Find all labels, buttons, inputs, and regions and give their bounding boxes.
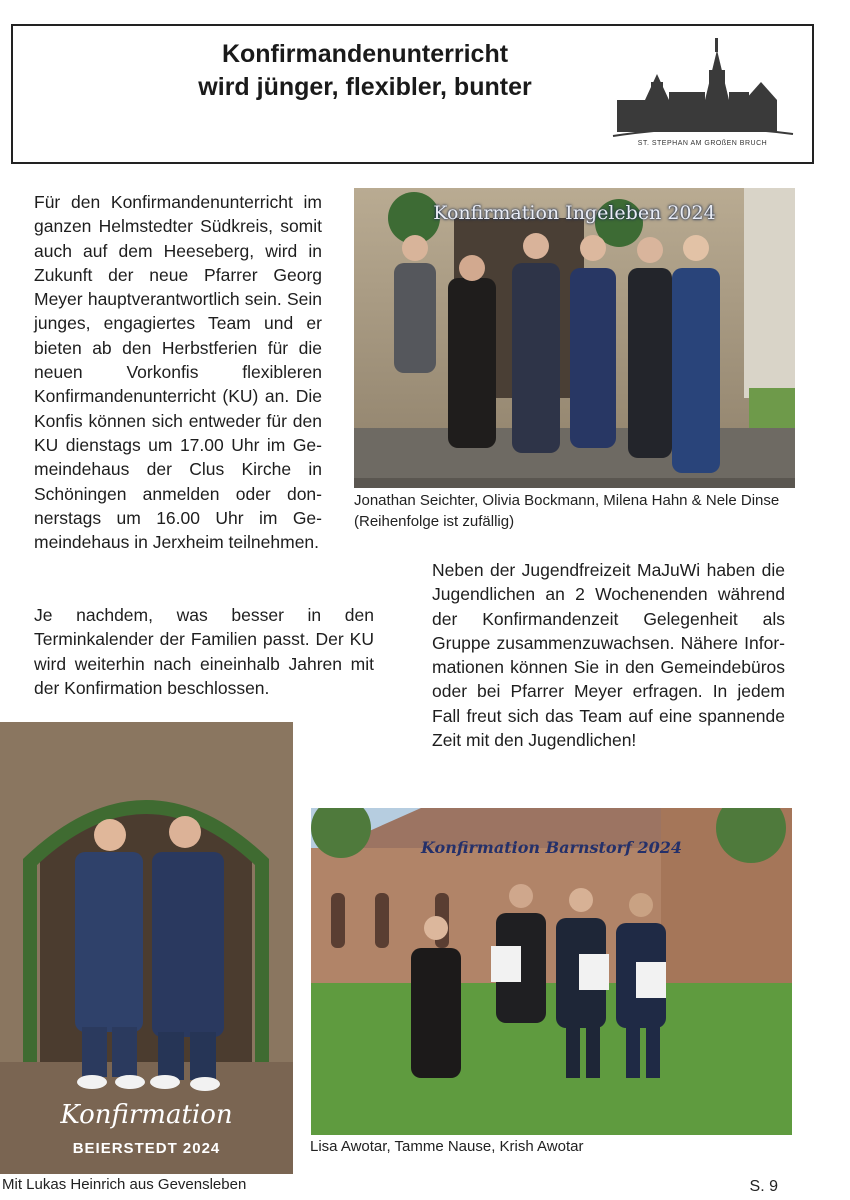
church-logo [605,30,800,155]
caption-beierstedt: Mit Lukas Heinrich aus Gevensleben [2,1176,247,1193]
photo-beierstedt-place: BEIERSTEDT 2024 [72,1140,221,1157]
page-title [120,38,610,104]
church-silhouette-icon [605,30,800,140]
caption-ingeleben: Jonathan Seichter, Olivia Bockmann, Milena Hahn & Nele Dinse (Reihenfolge ist zufällig) [354,492,780,530]
photo-ingeleben-overlay: Konfirmation Ingeleben 2024 [433,202,716,224]
photo-ingeleben [354,188,795,488]
page-number: S. 9 [749,1178,778,1195]
photo-barnstorf-overlay: Konfirmation Barnstorf 2024 [421,838,682,857]
photo-beierstedt-script: Konfirmation [60,1100,233,1130]
paragraph-1: Für den Konfirmandenunterricht im ganzen Helmstedter Südkreis, somit auch auf dem Heeseberg, wird in Zukunft der neue Pfarrer Georg Meyer hauptverantwortlich sein. Sein junges, engagiertes Team und er bieten ab den Herbstferien für die neuen Vorkonfis flexibleren Konfirmandenunterricht (KU) an. Die Konfis können sich entweder für den KU dienstags um 17.00 Uhr im Gemeindehaus der Clus Kirche in Schöningen anmelden oder donnerstags um 16.00 Uhr im Gemeindehaus in Jerxheim teilnehmen. [34,192,322,553]
photo-beierstedt [0,722,293,1174]
title-line-2: wird jünger, flexibler, bunter [198,73,532,101]
logo-caption: ST. STEPHAN AM GROßEN BRUCH [637,140,768,147]
photo-barnstorf [311,808,792,1135]
title-line-1: Konfirmandenunterricht [221,40,509,68]
paragraph-3: Neben der Jugendfreizeit MaJuWi haben die Jugendlichen an 2 Wochenenden während der Konfirmandenzeit Gelegenheit als Gruppe zusammenzuwachsen. Nähere Informationen können Sie in den Gemeindebüros oder bei Pfarrer Meyer erfragen. In jedem Fall freut sich das Team auf eine spannende Zeit mit den Jugendlichen! [432,560,785,751]
caption-barnstorf: Lisa Awotar, Tamme Nause, Krish Awotar [310,1138,584,1155]
paragraph-2: Je nachdem, was besser in den Terminkalender der Familien passt. Der KU wird weiterhin nach eineinhalb Jahren mit der Konfirmation beschlossen. [34,605,374,698]
